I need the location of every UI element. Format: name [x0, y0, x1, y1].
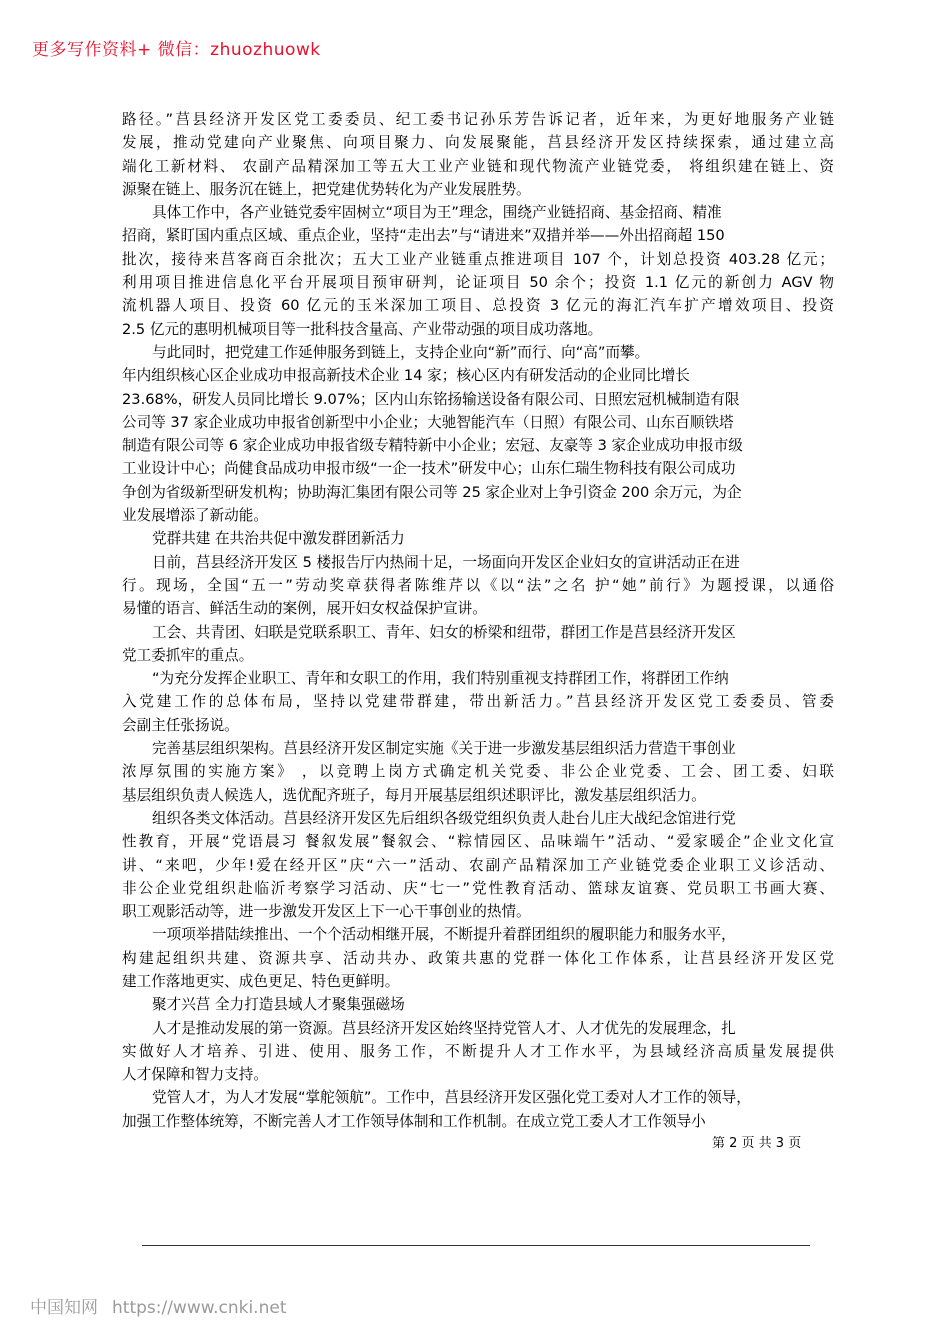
text-line: 业发展增添了新动能。	[122, 507, 268, 525]
text-line: 会副主任张扬说。	[122, 716, 239, 734]
text-line: 工业设计中心；尚健食品成功申报市级“一企一技术”研发中心；山东仁瑞生物科技有限公司成功	[122, 460, 736, 478]
text-line: 制造有限公司等 6 家企业成功申报省级专精特新中小企业；宏冠、友豪等 3 家企业成功申报市级	[122, 437, 743, 455]
text-line: 批次，接待来莒客商百余批次；五大工业产业链重点推进项目 107 个，计划总投资 403.28 亿元；	[122, 250, 834, 268]
watermark-site: 中国知网	[30, 1298, 98, 1318]
text-line: 职工观影活动等，进一步激发开发区上下一心干事创业的热情。	[122, 903, 531, 921]
text-line: 基层组织负责人候选人，选优配齐班子，每月开展基层组织述职评比，激发基层组织活力。	[122, 786, 706, 804]
text-line: 年内组织核心区企业成功申报高新技术企业 14 家；核心区内有研发活动的企业同比增长	[122, 367, 690, 385]
text-line: 争创为省级新型研发机构；协助海汇集团有限公司等 25 家企业对上争引资金 200 余万元，为企	[122, 483, 742, 501]
text-line: 人才保障和智力支持。	[122, 1066, 268, 1084]
text-line: 加强工作整体统筹，不断完善人才工作领导体制和工作机制。在成立党工委人才工作领导小	[122, 1112, 706, 1130]
text-line: 实做好人才培养、引进、使用、服务工作，不断提升人才工作水平，为县域经济高质量发展提供	[122, 1042, 834, 1060]
text-line: 非公企业党组织赴临沂考察学习活动、庆“七一”党性教育活动、篮球友谊赛、党员职工书画大赛、	[122, 879, 834, 897]
text-line: 23.68%，研发人员同比增长 9.07%；区内山东铭扬输送设备有限公司、日照宏冠机械制造有限	[122, 390, 740, 408]
text-line: 利用项目推进信息化平台开展项目预审研判，论证项目 50 余个；投资 1.1 亿元的新创力 AGV 物	[122, 274, 834, 292]
text-line: 党管人才，为人才发展“掌舵领航”。工作中，莒县经济开发区强化党工委对人才工作的领导，	[152, 1089, 751, 1107]
text-line: 入党建工作的总体布局，坚持以党建带群建，带出新活力。”莒县经济开发区党工委委员、管委	[122, 693, 834, 711]
text-line: 性教育，开展“党语晨习 餐叙发展”餐叙会、“粽情园区、品味端午”活动、“爱家暖企”企业文化宣	[122, 833, 834, 851]
text-line: 讲、“来吧，少年!爱在经开区”庆“六一”活动、农副产品精深加工产业链党委企业职工义诊活动、	[122, 856, 834, 874]
text-line: 路径。”莒县经济开发区党工委委员、纪工委书记孙乐芳告诉记者，近年来，为更好地服务产业链	[122, 111, 834, 128]
text-line: 工会、共青团、妇联是党联系职工、青年、妇女的桥梁和纽带，群团工作是莒县经济开发区	[152, 623, 736, 641]
text-line: 日前，莒县经济开发区 5 楼报告厅内热闹十足，一场面向开发区企业妇女的宣讲活动正在进	[152, 553, 740, 571]
text-line: 行。现场，全国“五一”劳动奖章获得者陈维芹以《以“法”之名 护“她”前行》为题授课，以通俗	[122, 576, 834, 594]
text-line: 党群共建 在共治共促中激发群团新活力	[152, 530, 405, 548]
text-line: 2.5 亿元的惠明机械项目等一批科技含量高、产业带动强的项目成功落地。	[122, 320, 603, 338]
text-line: 易懂的语言、鲜活生动的案例，展开妇女权益保护宣讲。	[122, 600, 487, 618]
text-line: 建工作落地更实、成色更足、特色更鲜明。	[122, 972, 400, 990]
text-line: 构建起组织共建、资源共享、活动共办、政策共惠的党群一体化工作体系，让莒县经济开发区党	[122, 949, 834, 967]
text-line: 发展，推动党建向产业聚焦、向项目聚力、向发展聚能，莒县经济开发区持续探索，通过建立高	[122, 134, 834, 152]
text-line: 组织各类文体活动。莒县经济开发区先后组织各级党组织负责人赴台儿庄大战纪念馆进行党	[152, 809, 736, 827]
text-line: 人才是推动发展的第一资源。莒县经济开发区始终坚持党管人才、人才优先的发展理念，扎	[152, 1019, 736, 1037]
text-line: 源聚在链上、服务沉在链上，把党建优势转化为产业发展胜势。	[122, 180, 531, 198]
text-line: 具体工作中，各产业链党委牢固树立“项目为王”理念，围绕产业链招商、基金招商、精准	[152, 204, 722, 222]
text-line: “为充分发挥企业职工、青年和女职工的作用，我们特别重视支持群团工作，将群团工作纳	[152, 670, 729, 688]
watermark-url: https://www.cnki.net	[112, 1298, 287, 1318]
text-line: 端化工新材料、 农副产品精深加工等五大工业产业链和现代物流产业链党委， 将组织建在链上、资	[122, 157, 834, 175]
text-line: 与此同时，把党建工作延伸服务到链上，支持企业向“新”而行、向“高”而攀。	[152, 343, 650, 361]
promo-banner: 更多写作资料+ 微信：zhuozhuowk	[32, 40, 321, 60]
article-body	[122, 108, 834, 1133]
text-line: 流机器人项目、投资 60 亿元的玉米深加工项目、总投资 3 亿元的海汇汽车扩产增效项目、投资	[122, 297, 834, 315]
watermark	[30, 1293, 286, 1318]
text-line: 党工委抓牢的重点。	[122, 646, 254, 664]
page-number: 第 2 页 共 3 页	[712, 1136, 802, 1151]
text-line: 浓厚氛围的实施方案》 ，以竞聘上岗方式确定机关党委、非公企业党委、工会、团工委、妇联	[122, 763, 834, 781]
text-line: 招商，紧盯国内重点区域、重点企业，坚持“走出去”与“请进来”双措并举——外出招商超 150	[122, 227, 725, 245]
text-line: 完善基层组织架构。莒县经济开发区制定实施《关于进一步激发基层组织活力营造干事创业	[152, 740, 736, 758]
text-line: 聚才兴莒 全力打造县域人才聚集强磁场	[152, 996, 405, 1014]
text-line: 公司等 37 家企业成功申报省创新型中小企业；大驰智能汽车（日照）有限公司、山东百顺铁塔	[122, 413, 734, 431]
text-line: 一项项举措陆续推出、一个个活动相继开展，不断提升着群团组织的履职能力和服务水平，	[152, 926, 736, 944]
footer-divider	[142, 1245, 810, 1246]
